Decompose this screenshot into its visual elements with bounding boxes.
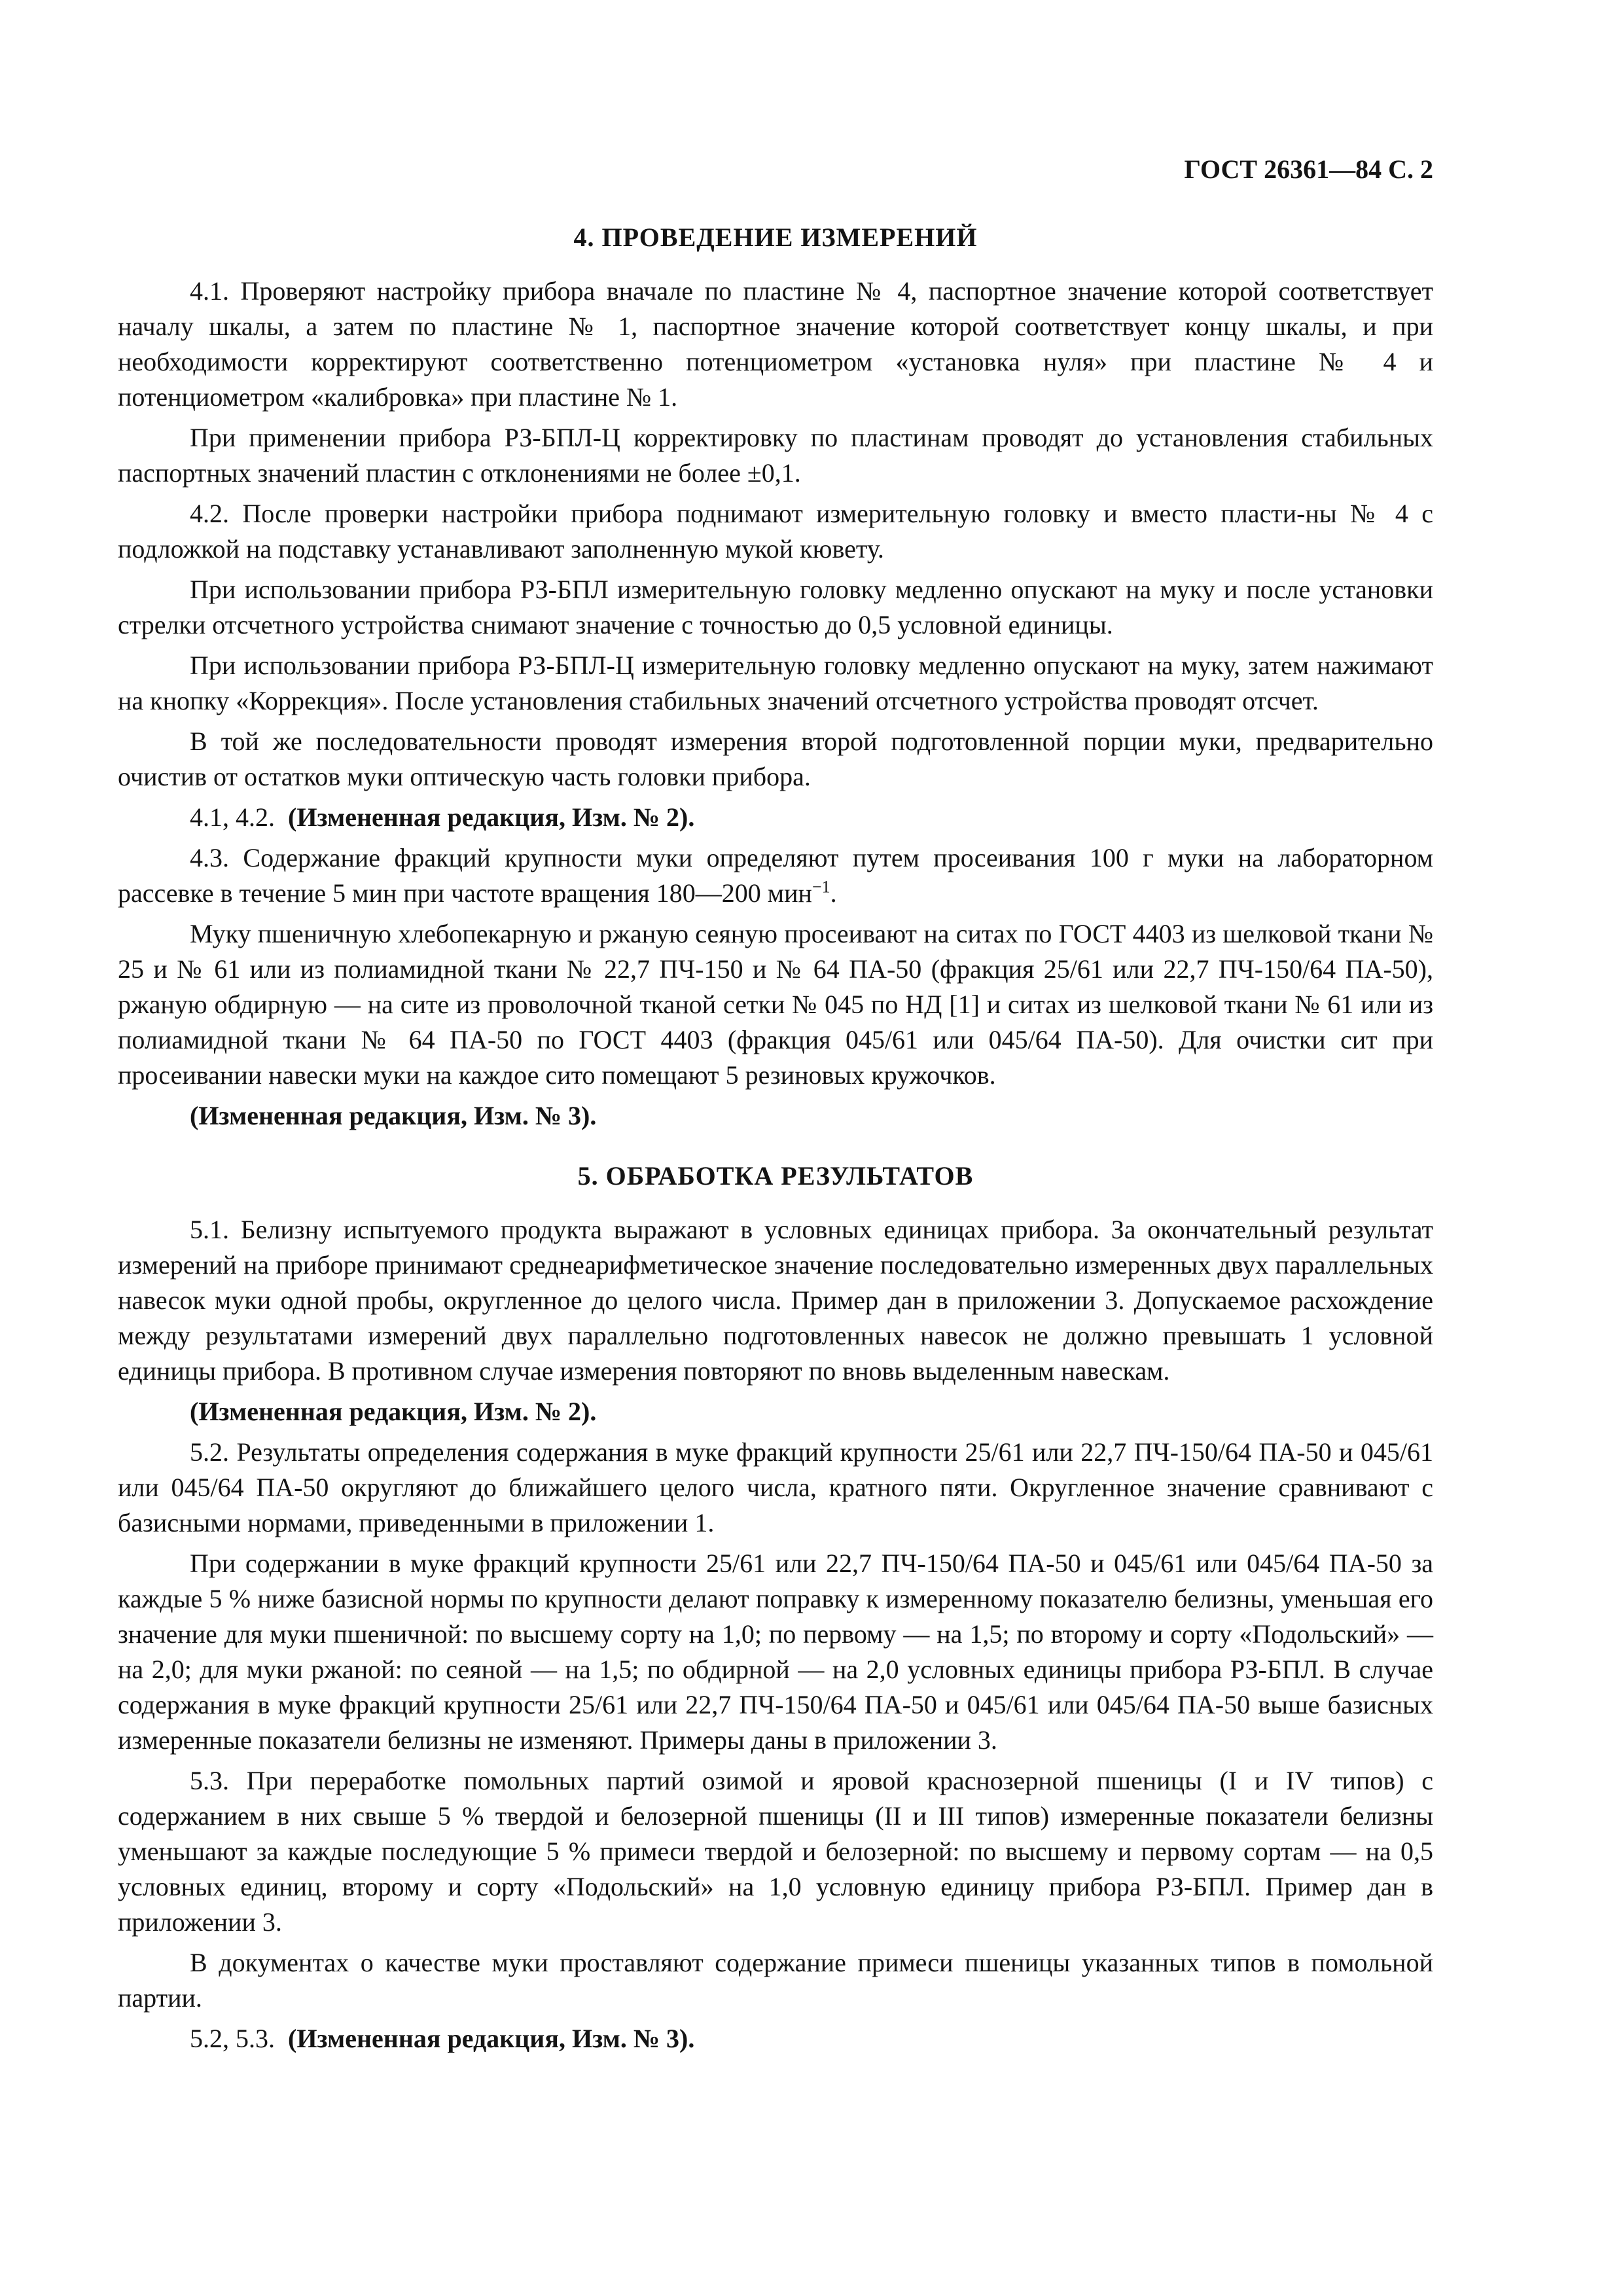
paragraph-4-3-sieves: Муку пшеничную хлебопекарную и ржаную сеяную просеивают на ситах по ГОСТ 4403 из шелковой ткани № 25 и № 61 или из полиамидной ткани № 22,7 ПЧ-150 и № 64 ПА-50 (фракция 25/61 или 22,7 ПЧ-150/64 ПА-50), ржаную обдирную — на сите из проволочной тканой сетки № 045 по НД [1] и ситах из шелковой ткани № 61 или из полиамидной ткани № 64 ПА-50 по ГОСТ 4403 (фракция 045/61 или 045/64 ПА-50). Для очистки сит при просеивании навески муки на каждое сито помещают 5 резиновых кружочков. xyxy=(118,919,1433,1090)
running-header: ГОСТ 26361—84 С. 2 xyxy=(1184,154,1433,184)
amendment-note-4-3 xyxy=(118,1098,1433,1134)
paragraph-4-2-rz-bpl: При использовании прибора РЗ-БПЛ измерительную головку медленно опускают на муку и после установки стрелки отсчетного устройства снимают значение с точностью до 0,5 условной единицы. xyxy=(118,575,1433,639)
paragraph-5-3: 5.3. При переработке помольных партий озимой и яровой краснозерной пшеницы (I и IV типов) с содержанием в них свыше 5 % твердой и белозерной пшеницы (II и III типов) измеренные показатели белизны уменьшают за каждые последующие 5 % примеси твердой и белозерной: по высшему и первому сортам — на 0,5 условных единиц, второму и сорту «Подольский» на 1,0 условную единицу прибора РЗ-БПЛ. Пример дан в приложении 3. xyxy=(118,1766,1433,1937)
amendment-label: (Измененная редакция, Изм. № 3). xyxy=(190,1101,597,1130)
section-4 xyxy=(118,220,1433,1134)
amendment-label: (Измененная редакция, Изм. № 2). xyxy=(288,802,695,832)
paragraph-4-3-text: 4.3. Содержание фракций крупности муки определяют путем просеивания 100 г муки на лабораторном рассевке в течение 5 мин при частоте вращения 180—200 мин xyxy=(118,843,1433,908)
paragraph-4-2-repeat: В той же последовательности проводят измерения второй подготовленной порции муки, предварительно очистив от остатков муки оптическую часть головки прибора. xyxy=(118,726,1433,791)
amendment-note-5-2-5-3 xyxy=(118,2021,1433,2056)
amendment-label: (Измененная редакция, Изм. № 3). xyxy=(288,2024,695,2053)
section-4-title: 4. ПРОВЕДЕНИЕ ИЗМЕРЕНИЙ xyxy=(573,223,978,252)
paragraph-5-2-correction: При содержании в муке фракций крупности 25/61 или 22,7 ПЧ-150/64 ПА-50 и 045/61 или 045/64 ПА-50 за каждые 5 % ниже базисной нормы по крупности делают поправку к измеренному показателю белизны, уменьшая его значение для муки пшеничной: по высшему сорту на 1,0; по первому — на 1,5; по второму и сорту «Подольский» — на 2,0; для муки ржаной: по сеяной — на 1,5; по обдирной — на 2,0 условных единицы прибора РЗ-БПЛ. В случае содержания в муке фракций крупности 25/61 или 22,7 ПЧ-150/64 ПА-50 и 045/61 или 045/64 ПА-50 выше базисных измеренные показатели белизны не изменяют. Примеры даны в приложении 3. xyxy=(118,1549,1433,1755)
amendment-clauses: 5.2, 5.3. xyxy=(190,2024,275,2053)
amendment-clauses: 4.1, 4.2. xyxy=(190,802,275,832)
paragraph-4-1-note: При применении прибора РЗ-БПЛ-Ц корректировку по пластинам проводят до установления стабильных паспортных значений пластин с отклонениями не более ±0,1. xyxy=(118,423,1433,488)
amendment-note-4-1-4-2 xyxy=(118,800,1433,835)
unit-exponent: −1 xyxy=(812,877,830,897)
section-5-title: 5. ОБРАБОТКА РЕЗУЛЬТАТОВ xyxy=(577,1161,974,1191)
paragraph-4-1: 4.1. Проверяют настройку прибора вначале по пластине № 4, паспортное значение которой соответствует началу шкалы, а затем по пластине № 1, паспортное значение которой соответствует концу шкалы, и при необходимости корректируют соответственно потенциометром «установка нуля» при пластине № 4 и потенциометром «калибровка» при пластине № 1. xyxy=(118,276,1433,412)
amendment-note-5-1 xyxy=(118,1394,1433,1429)
paragraph-5-1: 5.1. Белизну испытуемого продукта выражают в условных единицах прибора. За окончательный результат измерений на приборе принимают среднеарифметическое значение последовательно измеренных двух параллельных навесок муки одной пробы, округленное до целого числа. Пример дан в приложении 3. Допускаемое расхождение между результатами измерений двух параллельно подготовленных навесок не должно превышать 1 условной единицы прибора. В противном случае измерения повторяют по вновь выделенным навескам. xyxy=(118,1215,1433,1386)
paragraph-4-2-rz-bpl-c: При использовании прибора РЗ-БПЛ-Ц измерительную головку медленно опускают на муку, затем нажимают на кнопку «Коррекция». После установления стабильных значений отсчетного устройства проводят отсчет. xyxy=(118,651,1433,715)
paragraph-4-3-end: . xyxy=(830,878,837,908)
paragraph-5-3-documents: В документах о качестве муки проставляют содержание примеси пшеницы указанных типов в помольной партии. xyxy=(118,1948,1433,2013)
paragraph-5-2: 5.2. Результаты определения содержания в муке фракций крупности 25/61 или 22,7 ПЧ-150/64 ПА-50 и 045/61 или 045/64 ПА-50 округляют до ближайшего целого числа, кратного пяти. Округленное значение сравнивают с базисными нормами, приведенными в приложении 1. xyxy=(118,1437,1433,1537)
section-5 xyxy=(118,1158,1433,2056)
paragraph-4-2: 4.2. После проверки настройки прибора поднимают измерительную головку и вместо пласти-ны № 4 с подложкой на подставку устанавливают заполненную мукой кювету. xyxy=(118,499,1433,564)
amendment-label: (Измененная редакция, Изм. № 2). xyxy=(190,1397,597,1426)
paragraph-4-3 xyxy=(118,840,1433,911)
